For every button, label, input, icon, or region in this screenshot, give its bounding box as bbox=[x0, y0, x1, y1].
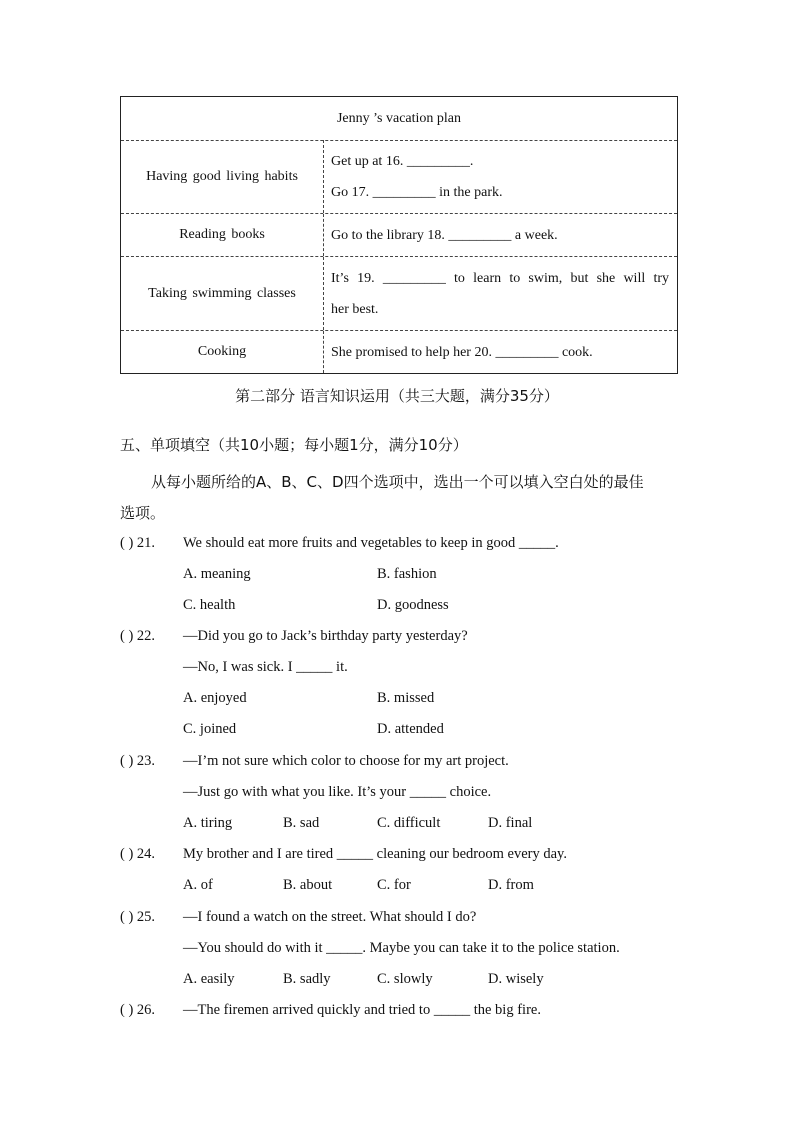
table-topic-cell: Having good living habits bbox=[121, 140, 324, 213]
question-number: ( ) 21. bbox=[120, 535, 156, 551]
instructions-line: 从每小题所给的A、B、C、D四个选项中，选出一个可以填入空白处的最佳 bbox=[151, 473, 644, 491]
question-stem: —Just go with what you like. It’s your _____ choice. bbox=[183, 784, 492, 800]
section-heading: 五、单项填空（共10小题；每小题1分，满分10分） bbox=[120, 436, 468, 454]
vacation-plan-table bbox=[120, 96, 678, 374]
plan-line: Go 17. _________ in the park. bbox=[331, 185, 503, 200]
question-stem: —I found a watch on the street. What should I do? bbox=[183, 909, 477, 925]
option-b: B. fashion bbox=[377, 566, 437, 582]
option-b: B. sad bbox=[283, 815, 320, 831]
plan-line: It’s 19. _________ to learn to swim, but she will try bbox=[331, 271, 669, 286]
table-topic-cell: Cooking bbox=[121, 331, 324, 373]
question-stem: We should eat more fruits and vegetables to keep in good _____. bbox=[183, 535, 559, 551]
option-a: A. enjoyed bbox=[183, 690, 247, 706]
option-c: C. difficult bbox=[377, 815, 441, 831]
question-stem: —I’m not sure which color to choose for my art project. bbox=[183, 753, 509, 769]
question-number: ( ) 22. bbox=[120, 628, 156, 644]
part-heading: 第二部分 语言知识运用（共三大题，满分35分） bbox=[235, 387, 559, 405]
question-stem: —Did you go to Jack’s birthday party yesterday? bbox=[183, 628, 468, 644]
table-plan-cell bbox=[331, 331, 669, 373]
table-plan-cell bbox=[331, 257, 669, 330]
option-b: B. missed bbox=[377, 690, 435, 706]
plan-line: her best. bbox=[331, 302, 379, 317]
option-d: D. wisely bbox=[488, 971, 544, 987]
plan-line: Go to the library 18. _________ a week. bbox=[331, 228, 558, 243]
table-row bbox=[121, 331, 677, 373]
question-stem: My brother and I are tired _____ cleaning our bedroom every day. bbox=[183, 846, 567, 862]
question-number: ( ) 26. bbox=[120, 1002, 156, 1018]
question-number: ( ) 24. bbox=[120, 846, 156, 862]
option-d: D. final bbox=[488, 815, 533, 831]
option-b: B. about bbox=[283, 877, 333, 893]
question-stem: —You should do with it _____. Maybe you can take it to the police station. bbox=[183, 940, 620, 956]
option-b: B. sadly bbox=[283, 971, 331, 987]
table-plan-cell bbox=[331, 140, 669, 213]
option-c: C. health bbox=[183, 597, 236, 613]
instructions-line: 选项。 bbox=[120, 504, 166, 522]
table-row bbox=[121, 140, 677, 214]
table-row bbox=[121, 214, 677, 257]
question-stem: —No, I was sick. I _____ it. bbox=[183, 659, 348, 675]
option-c: C. joined bbox=[183, 721, 237, 737]
table-row bbox=[121, 257, 677, 331]
plan-line: She promised to help her 20. _________ cook. bbox=[331, 345, 593, 360]
option-a: A. easily bbox=[183, 971, 235, 987]
question-number: ( ) 25. bbox=[120, 909, 156, 925]
table-plan-cell bbox=[331, 214, 669, 256]
table-title: Jenny ’s vacation plan bbox=[121, 97, 677, 141]
option-d: D. attended bbox=[377, 721, 444, 737]
table-topic-cell: Taking swimming classes bbox=[121, 257, 324, 330]
option-d: D. from bbox=[488, 877, 534, 893]
option-a: A. of bbox=[183, 877, 213, 893]
option-a: A. tiring bbox=[183, 815, 233, 831]
option-c: C. for bbox=[377, 877, 411, 893]
question-stem: —The firemen arrived quickly and tried to _____ the big fire. bbox=[183, 1002, 541, 1018]
table-topic-cell: Reading books bbox=[121, 214, 324, 256]
option-a: A. meaning bbox=[183, 566, 251, 582]
plan-line: Get up at 16. _________. bbox=[331, 154, 474, 169]
question-number: ( ) 23. bbox=[120, 753, 156, 769]
option-d: D. goodness bbox=[377, 597, 449, 613]
option-c: C. slowly bbox=[377, 971, 433, 987]
